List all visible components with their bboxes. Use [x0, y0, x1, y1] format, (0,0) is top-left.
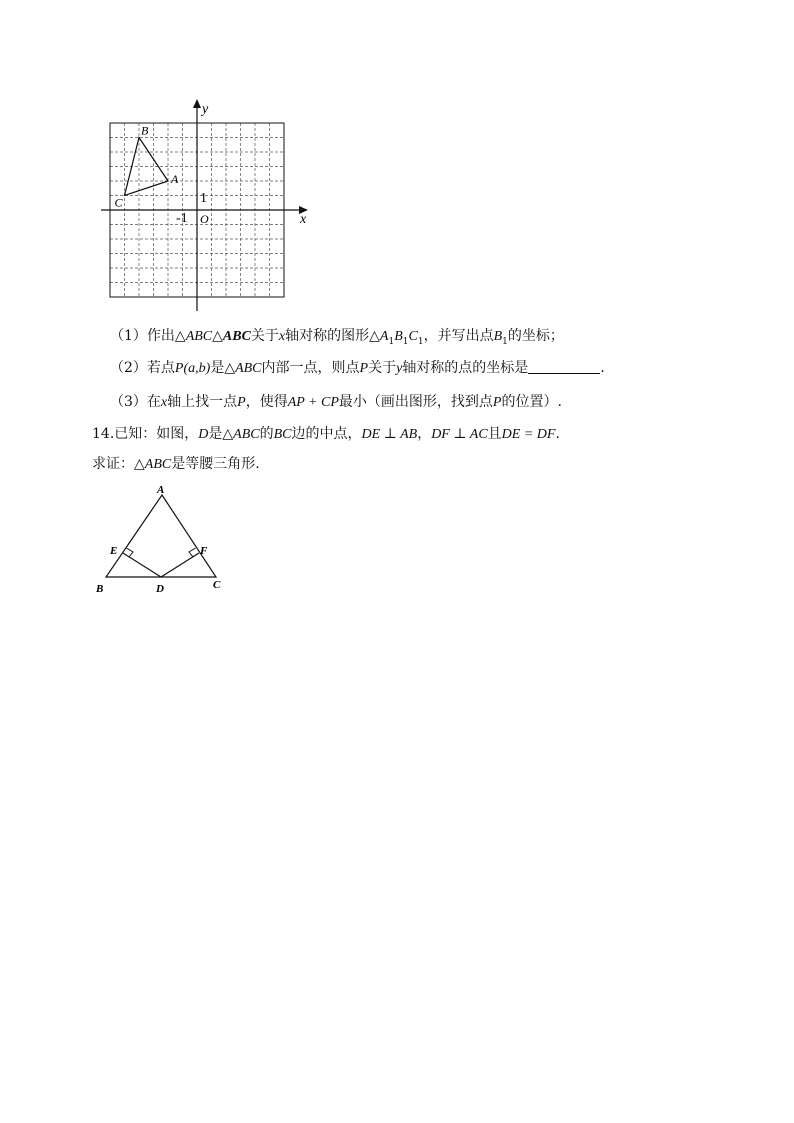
q14-expr-3: DE = DF: [501, 427, 556, 442]
q1-b: B: [394, 329, 403, 344]
q2-text-3: 内部一点，则点: [261, 360, 360, 376]
q14-d: D: [198, 427, 209, 442]
q3-point: P: [237, 395, 246, 410]
q14-text-3: 的: [259, 426, 274, 442]
isosceles-triangle-figure: [90, 482, 240, 600]
q3-text-5: 的位置）.: [501, 394, 562, 410]
q14-bc: BC: [273, 427, 292, 442]
q1-c: C: [408, 329, 418, 344]
q2-number: （2）: [110, 360, 147, 376]
q14-triangle: △ABC: [222, 427, 260, 442]
q3-text-4: 最小（画出图形，找到点: [338, 394, 493, 410]
q3-text-3: ，使得: [245, 394, 288, 410]
q1-text-5: 的坐标；: [507, 328, 564, 344]
q3-number: （3）: [110, 394, 147, 410]
q2-axis: y: [396, 361, 403, 376]
label-f: F: [200, 545, 208, 557]
q14-text-5: ，: [417, 426, 432, 442]
origin-label: O: [200, 212, 209, 226]
label-e: E: [110, 545, 118, 557]
q1-image-triangle: △A: [369, 329, 389, 344]
tick-one-label: 1: [200, 191, 207, 206]
answer-blank[interactable]: [528, 359, 600, 374]
point-label-b: B: [141, 123, 149, 138]
question-3: [110, 392, 562, 413]
coordinate-grid-figure: [96, 96, 316, 318]
label-c: C: [213, 579, 221, 591]
q3-text: 在: [146, 394, 161, 410]
q1-text: 作出: [146, 328, 175, 344]
q1-text-3: 轴对称的图形: [285, 328, 370, 344]
q1-point-b: B: [493, 329, 503, 344]
q1-triangle-2: △ABC: [212, 329, 251, 344]
q14-number: 14.: [92, 426, 115, 442]
q14-proof-text-2: 是等腰三角形.: [171, 456, 260, 472]
q1-sub-2: 1: [402, 336, 409, 347]
q1-number: （1）: [110, 328, 147, 344]
point-label-c: C: [114, 195, 123, 210]
question-14-line-1: [92, 424, 560, 445]
label-d: D: [156, 583, 164, 595]
q2-text-2: 是: [210, 360, 225, 376]
q1-sub-1: 1: [388, 336, 395, 347]
q3-text-2: 轴上找一点: [167, 394, 238, 410]
question-14-line-2: [92, 454, 260, 475]
q2-end: .: [600, 360, 605, 376]
q14-proof-triangle: △ABC: [134, 457, 172, 472]
q14-text-6: 且: [487, 426, 502, 442]
q3-expression: AP + CP: [287, 395, 339, 410]
question-1: [110, 326, 564, 352]
y-axis-arrow: [193, 99, 201, 108]
q14-expr-2: DF ⊥ AC: [431, 427, 488, 442]
label-a: A: [157, 484, 165, 496]
q3-point-2: P: [492, 395, 502, 410]
q14-text: 已知：如图，: [114, 426, 199, 442]
q1-sub-4: 1: [502, 336, 508, 347]
q14-expr-1: DE ⊥ AB: [361, 427, 418, 442]
q1-text-4: ，并写出点: [423, 328, 494, 344]
q1-triangle: △ABC: [174, 329, 213, 344]
tick-neg-one-label: -1: [176, 211, 188, 226]
label-b: B: [96, 583, 104, 595]
point-label-a: A: [171, 172, 179, 186]
question-2: [110, 358, 605, 379]
x-axis-label: x: [300, 212, 307, 227]
q14-text-4: 边的中点，: [291, 426, 362, 442]
q2-text-5: 轴对称的点的坐标是: [402, 360, 529, 376]
q3-axis: x: [160, 395, 168, 410]
q2-triangle: △ABC: [224, 361, 262, 376]
triangle-outline: [106, 495, 216, 577]
q1-sub-3: 1: [417, 336, 424, 347]
q1-text-2: 关于: [250, 328, 279, 344]
y-axis-label: y: [202, 102, 209, 117]
q14-text-2: 是: [208, 426, 223, 442]
q1-axis: x: [278, 329, 286, 344]
q2-point-2: P: [359, 361, 369, 376]
q2-text-4: 关于: [368, 360, 397, 376]
q2-point: P(a,b): [174, 361, 211, 376]
q2-text: 若点: [146, 360, 175, 376]
q14-end: .: [555, 426, 560, 442]
q14-proof-text: 求证：: [92, 456, 134, 472]
